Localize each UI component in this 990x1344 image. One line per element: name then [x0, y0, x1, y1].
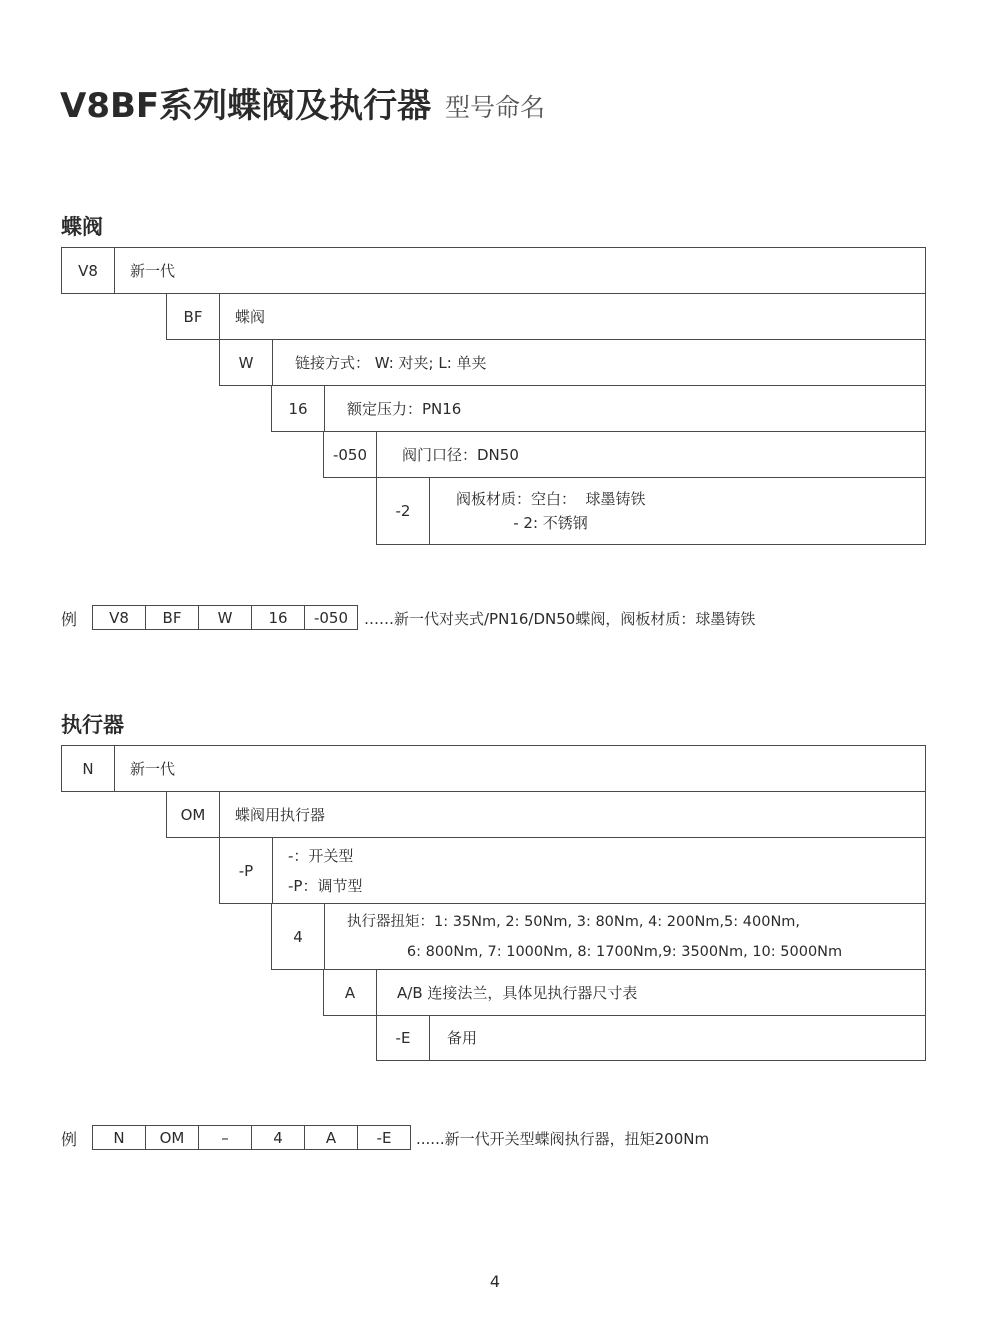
actuator-desc-e: 备用 — [447, 1029, 478, 1047]
actuator-row-n — [61, 745, 926, 792]
valve-row-w — [219, 339, 926, 386]
valve-code-v8: V8 — [62, 248, 115, 293]
actuator-row-p — [219, 837, 926, 904]
valve-row-bf — [166, 293, 926, 340]
page-title: V8BF系列蝶阀及执行器 — [60, 86, 432, 126]
actuator-desc-p-line2: -P：调节型 — [288, 876, 363, 895]
valve-row-050 — [323, 431, 926, 478]
valve-code-2: -2 — [377, 478, 430, 544]
actuator-desc-a: A/B 连接法兰，具体见执行器尺寸表 — [397, 983, 638, 1002]
valve-code-w: W — [220, 340, 273, 385]
valve-section-title: 蝶阀 — [61, 215, 103, 239]
valve-row-16 — [271, 385, 926, 432]
valve-example-boxes — [92, 605, 358, 630]
valve-code-050: -050 — [324, 432, 377, 477]
valve-code-bf: BF — [167, 294, 220, 339]
actuator-example-code-1: N — [93, 1126, 146, 1149]
actuator-example-boxes — [92, 1125, 411, 1150]
actuator-desc-4-line1: 执行器扭矩：1: 35Nm, 2: 50Nm, 3: 80Nm, 4: 200Nm,5: 400Nm, — [347, 913, 801, 930]
actuator-code-a: A — [324, 970, 377, 1015]
actuator-row-4 — [271, 903, 926, 970]
valve-code-16: 16 — [272, 386, 325, 431]
actuator-example-code-5: A — [305, 1126, 358, 1149]
actuator-row-e — [376, 1015, 926, 1061]
actuator-code-p: -P — [220, 838, 273, 903]
actuator-code-n: N — [62, 746, 115, 791]
valve-desc-v8: 新一代 — [130, 261, 176, 280]
actuator-desc-p-line1: -：开关型 — [288, 846, 354, 865]
valve-row-2 — [376, 477, 926, 545]
valve-desc-2-line1: 阀板材质：空白： 球墨铸铁 — [456, 490, 646, 508]
valve-row-v8 — [61, 247, 926, 294]
valve-example-code-3: W — [199, 606, 252, 629]
valve-desc-2-line2: - 2: 不锈钢 — [456, 514, 588, 532]
valve-example-code-1: V8 — [93, 606, 146, 629]
page-number: 4 — [489, 1272, 501, 1291]
valve-example-code-2: BF — [146, 606, 199, 629]
valve-desc-bf: 蝶阀 — [235, 307, 266, 326]
valve-desc-050: 阀门口径：DN50 — [402, 445, 519, 464]
valve-example-text: ……新一代对夹式/PN16/DN50蝶阀，阀板材质：球墨铸铁 — [364, 610, 756, 628]
actuator-example-code-4: 4 — [252, 1126, 305, 1149]
actuator-code-om: OM — [167, 792, 220, 837]
actuator-desc-n: 新一代 — [130, 759, 176, 778]
page-subtitle: 型号命名 — [445, 93, 546, 122]
valve-desc-w: 链接方式： W: 对夹; L: 单夹 — [295, 353, 487, 372]
actuator-example-code-2: OM — [146, 1126, 199, 1149]
valve-desc-16: 额定压力：PN16 — [347, 399, 462, 418]
actuator-example-label: 例 — [61, 1130, 78, 1149]
valve-example-code-4: 16 — [252, 606, 305, 629]
actuator-desc-4-line2: 6: 800Nm, 7: 1000Nm, 8: 1700Nm,9: 3500Nm, 10: 5000Nm — [347, 943, 843, 960]
actuator-row-a — [323, 969, 926, 1016]
actuator-code-4: 4 — [272, 904, 325, 969]
actuator-section-title: 执行器 — [61, 713, 124, 737]
actuator-example-code-6: -E — [376, 1128, 392, 1147]
actuator-row-om — [166, 791, 926, 838]
valve-example-code-5: -050 — [313, 608, 349, 627]
actuator-desc-om: 蝶阀用执行器 — [235, 805, 326, 824]
valve-example-label: 例 — [61, 610, 78, 629]
actuator-example-code-3: – — [199, 1126, 252, 1149]
actuator-example-text: ......新一代开关型蝶阀执行器，扭矩200Nm — [416, 1130, 710, 1148]
actuator-code-e: -E — [377, 1016, 430, 1060]
